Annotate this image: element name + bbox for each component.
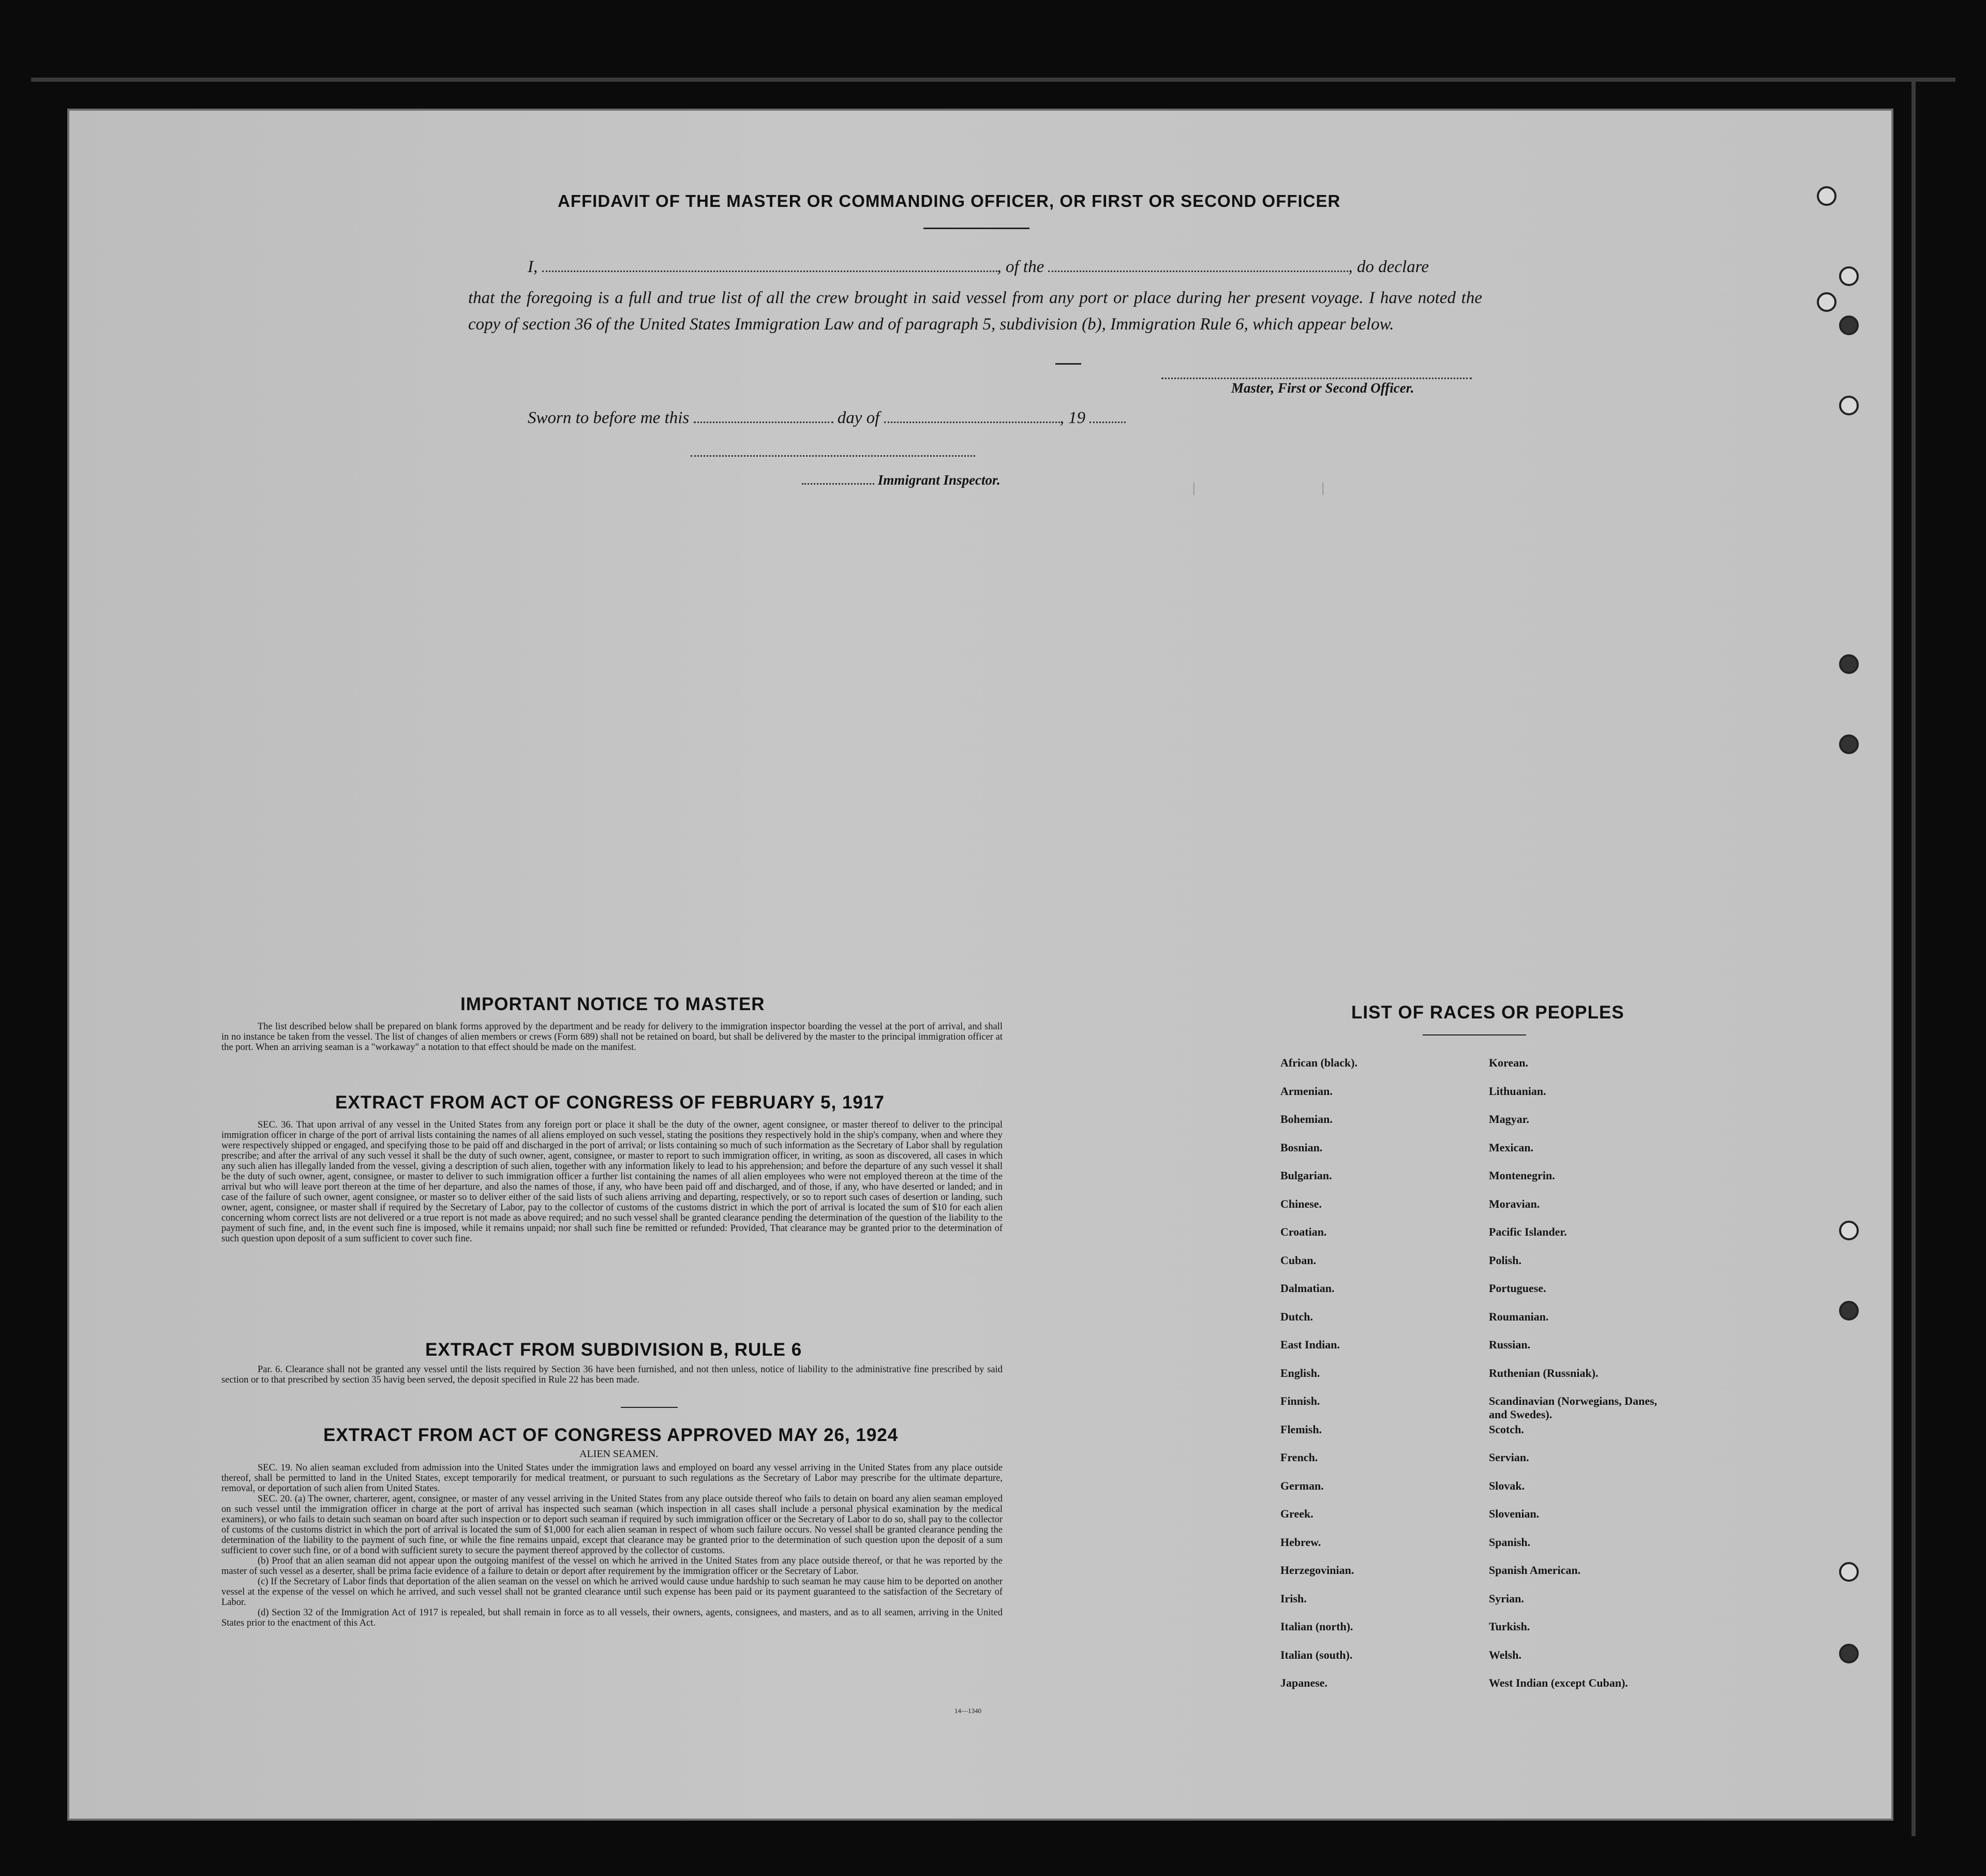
notice-title: IMPORTANT NOTICE TO MASTER [460, 994, 765, 1014]
race-item: Magyar. [1489, 1113, 1530, 1125]
race-item: Servian. [1489, 1451, 1529, 1464]
affidavit-separator [1055, 363, 1081, 365]
races-title: LIST OF RACES OR PEOPLES [1351, 1002, 1624, 1023]
inspector-line [802, 472, 1001, 488]
act1924-sec20d: (d) Section 32 of the Immigration Act of 1917 is repealed, but shall remain in force as to all vessels, their owners, agents, consignees, and masters, and as to all seamen, arriving in the United States prior to the enactment of this Act. [221, 1608, 1003, 1628]
act1924-body [221, 1463, 1003, 1628]
binder-hole-icon [1839, 396, 1859, 415]
race-item: Dalmatian. [1280, 1282, 1335, 1295]
race-item: Roumanian. [1489, 1310, 1549, 1323]
race-item: Korean. [1489, 1056, 1528, 1069]
race-item: Bulgarian. [1280, 1169, 1332, 1182]
race-item: Italian (north). [1280, 1620, 1353, 1633]
master-signature-label: Master, First or Second Officer. [1231, 380, 1414, 396]
affidavit-title-rule [923, 228, 1029, 229]
race-item: French. [1280, 1451, 1318, 1464]
notice-text: The list described below shall be prepared on blank forms approved by the department and be ready for delivery to the immigration inspector boarding the vessel at the port of arrival, and shall in no instance be taken from the vessel. The list of changes of alien members or crews (Form 689) shall not be retained on board, but shall be delivered by the master to the principal immigration officer at the port. When an arriving seaman is a "workaway" a notation to that effect should be made on the manifest. [221, 1022, 1003, 1053]
race-item: African (black). [1280, 1056, 1358, 1069]
inspector-label: Immigrant Inspector. [877, 472, 1001, 488]
form-number: 14—1340 [954, 1707, 981, 1715]
race-item: Armenian. [1280, 1084, 1333, 1098]
race-item: Welsh. [1489, 1648, 1521, 1661]
race-item: Syrian. [1489, 1592, 1524, 1605]
binder-hole-icon [1817, 186, 1836, 206]
races-title-rule [1423, 1034, 1526, 1035]
race-item: Slovenian. [1489, 1507, 1540, 1520]
race-item: Japanese. [1280, 1676, 1328, 1689]
race-item: Hebrew. [1280, 1535, 1321, 1549]
race-item: Croatian. [1280, 1225, 1327, 1238]
race-item: English. [1280, 1366, 1320, 1379]
binder-hole-icon [1839, 1644, 1859, 1663]
race-item: West Indian (except Cuban). [1489, 1676, 1628, 1689]
act1917-text: SEC. 36. That upon arrival of any vessel in the United States from any foreign port or place it shall be the duty of the owner, agent consignee, or master thereof to deliver to the principal immigration officer in charge of the port of arrival lists containing the names of all aliens employed on such vessel, stating the positions they respectively hold in the ship's company, when and where they were respectively shipped or engaged, and specifying those to be paid off and discharged in the port of arrival; or lists containing so much of such information as the Secretary of Labor shall by regulation prescribe; and after the arrival of any such vessel it shall be the duty of such owner, agent, consignee, or master to report to such immigration officer, in writing, as soon as discovered, all cases in which any such alien has illegally landed from the vessel, giving a description of such alien, together with any information likely to lead to his apprehension; and before the departure of any such vessel it shall be the duty of such owner, agent, consignee, or master to deliver to such immigration officer a further list containing the names of all alien employees who were not employed thereon at the time of the arrival but who will leave port thereon at the time of her departure, and also the names of those, if any, who have been paid off and discharged, and of those, if any, who have deserted or landed; and in case of the failure of such owner, agent consignee, or master so to deliver either of the said lists of such aliens arriving and departing, respectively, or so to report such cases of desertion or landing, such owner, agent, consignee, or master shall if required by the Secretary of Labor, pay to the collector of customs of the customs district in which the port of arrival is located the sum of $10 for each alien concerning whom correct lists are not delivered or a true report is not made as above required; and no such vessel shall be granted clearance pending the determination of the question of the liability to the payment of such fine, and, in the event such fine is imposed, while it remains unpaid; nor shall such fine be remitted or refunded: Provided, That clearance may be granted prior to the determination of such question upon deposit of a sum sufficient to cover such fine. [221, 1120, 1003, 1244]
binder-hole-icon [1839, 1221, 1859, 1240]
act1924-sec20a: SEC. 20. (a) The owner, charterer, agent, consignee, or master of any vessel arriving in the United States from any place outside thereof who fails to detain on board any alien seaman employed on such vessel until the immigration officer in charge at the port of arrival has inspected such seaman (which inspection in all cases shall include a personal physical examination by the medical examiners), or who fails to detain such seaman on board after such inspection or to deport such seaman if required by such immigration officer or the Secretary of Labor to do so, shall pay to the collector of customs of the customs district in which the port of arrival is located the sum of $1,000 for each alien seaman in respect of whom such failure occurs. No vessel shall be granted clearance pending the determination of the liability to the payment of such fine, or while the fine remains unpaid, except that clearance may be granted prior to the determination of such question upon the deposit of a sum sufficient to cover such fine, or of a bond with sufficient surety to secure the payment thereof approved by the collector of customs. [221, 1494, 1003, 1556]
sworn-label: Sworn to before me this [528, 409, 690, 427]
binder-hole-icon [1839, 266, 1859, 286]
sworn-year-field[interactable] [1089, 422, 1126, 423]
sworn-month-field[interactable] [884, 422, 1060, 423]
race-item: Moravian. [1489, 1197, 1540, 1210]
binder-hole-icon [1817, 292, 1836, 312]
affidavit-declare-label: , do declare [1348, 258, 1429, 276]
bleedthrough-text: | | [1190, 481, 1327, 497]
race-item: Herzegovinian. [1280, 1564, 1354, 1577]
race-item: Turkish. [1489, 1620, 1530, 1633]
races-left-column [1280, 1056, 1357, 1705]
race-item: Scotch. [1489, 1422, 1524, 1436]
scan-frame-right [1912, 78, 1916, 1836]
race-item: Polish. [1489, 1253, 1521, 1267]
race-item: Russian. [1489, 1338, 1531, 1351]
rule6-separator [621, 1407, 678, 1408]
race-item: Cuban. [1280, 1253, 1317, 1267]
notice-body [221, 1022, 1003, 1053]
race-item: Finnish. [1280, 1394, 1320, 1407]
act1917-title: EXTRACT FROM ACT OF CONGRESS OF FEBRUARY 5, 1917 [335, 1092, 885, 1113]
vessel-name-field[interactable] [1048, 271, 1348, 272]
race-item: Lithuanian. [1489, 1084, 1546, 1098]
master-name-field[interactable] [542, 271, 997, 272]
race-item: Spanish. [1489, 1535, 1531, 1549]
race-item: Italian (south). [1280, 1648, 1353, 1661]
affidavit-title: AFFIDAVIT OF THE MASTER OR COMMANDING OFFICER, OR FIRST OR SECOND OFFICER [558, 191, 1341, 211]
binder-hole-icon [1839, 1301, 1859, 1320]
sworn-year-label: , 19 [1059, 409, 1086, 427]
act1917-body [221, 1120, 1003, 1244]
affidavit-of-label: , of the [997, 258, 1044, 276]
race-item: Pacific Islander. [1489, 1225, 1567, 1238]
rule6-body [221, 1364, 1003, 1385]
rule6-text: Par. 6. Clearance shall not be granted any vessel until the lists required by Section 36 have been furnished, and not then unless, notice of liability to the administrative fine prescribed by said section or to that prescribed by section 35 havig been served, the deposit specified in Rule 22 has been made. [221, 1364, 1003, 1385]
race-item: Slovak. [1489, 1479, 1525, 1492]
races-right-column [1489, 1056, 1660, 1705]
inspector-signature-field[interactable] [691, 450, 975, 459]
race-item: Spanish American. [1489, 1564, 1581, 1577]
binder-hole-icon [1839, 654, 1859, 674]
race-item: Irish. [1280, 1592, 1307, 1605]
race-item: Chinese. [1280, 1197, 1322, 1210]
rule6-title: EXTRACT FROM SUBDIVISION B, RULE 6 [425, 1340, 802, 1360]
race-item: East Indian. [1280, 1338, 1340, 1351]
race-item: Greek. [1280, 1507, 1313, 1520]
race-item: German. [1280, 1479, 1324, 1492]
race-item: Scandinavian (Norwegians, Danes, and Swedes). [1489, 1394, 1658, 1421]
race-item: Bosnian. [1280, 1140, 1323, 1154]
race-item: Mexican. [1489, 1140, 1534, 1154]
sworn-day-label: day of [837, 409, 880, 427]
affidavit-line1 [528, 258, 1429, 277]
act1924-sec20b: (b) Proof that an alien seaman did not appear upon the outgoing manifest of the vessel on which he arrived in the United States from any place outside thereof, or that he was reported by the master of such vessel as a deserter, shall be prima facie evidence of a failure to detain or deport after requirement by the immigration officer or the Secretary of Labor. [221, 1556, 1003, 1577]
act1924-title: EXTRACT FROM ACT OF CONGRESS APPROVED MAY 26, 1924 [323, 1425, 899, 1445]
affidavit-i-label: I, [528, 258, 538, 276]
act1924-sec20c: (c) If the Secretary of Labor finds that deportation of the alien seaman on the vessel on which he arrived would cause undue hardship to such seaman he may cause him to be deported on another vessel at the expense of the vessel on which he arrived, and such vessel shall not be granted clearance until such expense has been paid or its payment guaranteed to the satisfaction of the Secretary of Labor. [221, 1577, 1003, 1608]
affidavit-body [468, 285, 1482, 338]
binder-hole-icon [1839, 1562, 1859, 1582]
affidavit-body-text: that the foregoing is a full and true list of all the crew brought in said vessel from any port or place during her present voyage. I have noted the copy of section 36 of the United States Immigration Law and of paragraph 5, subdivision (b), Immigration Rule 6, which appear below. [468, 289, 1482, 334]
race-item: Flemish. [1280, 1422, 1322, 1436]
race-item: Bohemian. [1280, 1113, 1333, 1125]
act1924-sec19: SEC. 19. No alien seaman excluded from admission into the United States under the immigration laws and employed on board any vessel arriving in the United States from any place outside thereof, shall be permitted to land in the United States, except temporarily for medical treatment, or pursuant to such regulations as the Secretary of Labor may prescribe for the ultimate departure, removal, or deportation of such alien from United States. [221, 1463, 1003, 1494]
act1924-subtitle: ALIEN SEAMEN. [579, 1448, 659, 1460]
race-item: Portuguese. [1489, 1282, 1546, 1295]
binder-hole-icon [1839, 734, 1859, 754]
scan-frame-top [31, 78, 1955, 82]
race-item: Ruthenian (Russniak). [1489, 1366, 1599, 1379]
sworn-line [528, 409, 1126, 428]
race-item: Montenegrin. [1489, 1169, 1555, 1182]
binder-hole-icon [1839, 316, 1859, 335]
race-item: Dutch. [1280, 1310, 1313, 1323]
sworn-day-field[interactable] [694, 422, 833, 423]
